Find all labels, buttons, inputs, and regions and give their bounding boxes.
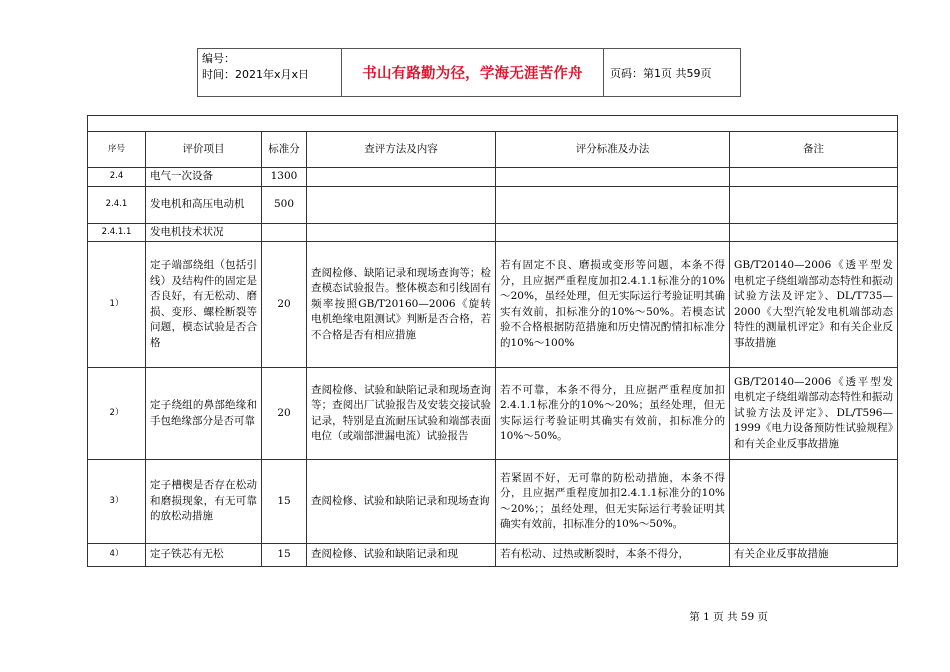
document-date-label: 时间：2021年x月x日 xyxy=(202,68,310,81)
header-page-number: 页码：第1页 共59页 xyxy=(610,66,712,80)
table-row xyxy=(88,186,898,223)
row-method xyxy=(307,168,496,187)
column-header: 查评方法及内容 xyxy=(307,132,496,168)
row-standard: 若紧固不好，无可靠的防松动措施，本条不得分，且应据严重程度加扣2.4.1.1标准分的10%～20%；；虽经处理，但无实际运行考验证明其确实有效前，扣标准分的10%～50%。 xyxy=(496,460,730,544)
row-number: 2） xyxy=(88,368,146,460)
row-note: 有关企业反事故措施 xyxy=(730,544,898,567)
row-standard: 若不可靠，本条不得分，且应据严重程度加扣2.4.1.1标准分的10%～20%；虽经处理，但无实际运行考验证明其确实有效前，扣标准分的10%～50%。 xyxy=(496,368,730,460)
column-header: 评分标准及办法 xyxy=(496,132,730,168)
row-item: 定子端部绕组（包括引线）及结构件的固定是否良好，有无松动、磨损、变形、螺栓断裂等问题，模态试验是否合格 xyxy=(146,242,262,368)
row-score: 20 xyxy=(262,242,307,368)
row-item: 电气一次设备 xyxy=(146,168,262,187)
page-header xyxy=(197,48,741,97)
document-number-label: 编号： xyxy=(202,52,235,65)
row-method xyxy=(307,223,496,242)
table-row xyxy=(88,168,898,187)
row-note xyxy=(730,223,898,242)
table-row xyxy=(88,242,898,368)
row-item: 定子槽楔是否存在松动和磨损现象，有无可靠的放松动措施 xyxy=(146,460,262,544)
header-meta xyxy=(198,49,341,96)
row-method xyxy=(307,186,496,223)
evaluation-table xyxy=(87,115,898,567)
row-item: 定子铁芯有无松 xyxy=(146,544,262,567)
row-number: 2.4.1 xyxy=(88,186,146,223)
header-motto: 书山有路勤为径，学海无涯苦作舟 xyxy=(341,49,604,96)
row-note xyxy=(730,186,898,223)
row-standard: 若有松动、过热或断裂时，本条不得分， xyxy=(496,544,730,567)
column-header: 标准分 xyxy=(262,132,307,168)
row-method: 查阅检修、试验和缺陷记录和现场查询等；查阅出厂试验报告及安装交接试验记录，特别是直流耐压试验和端部表面电位（或端部泄漏电流）试验报告 xyxy=(307,368,496,460)
page-footer: 第 1 页 共 59 页 xyxy=(689,611,768,623)
row-note: GB/T20140—2006《透平型发电机定子绕组端部动态特性和振动试验方法及评定》、DL/T596—1999《电力设备预防性试验规程》和有关企业反事故措施 xyxy=(730,368,898,460)
row-score xyxy=(262,223,307,242)
row-number: 4） xyxy=(88,544,146,567)
row-standard xyxy=(496,223,730,242)
table-row xyxy=(88,544,898,567)
row-note xyxy=(730,460,898,544)
row-score: 15 xyxy=(262,544,307,567)
row-number: 3） xyxy=(88,460,146,544)
row-score: 15 xyxy=(262,460,307,544)
row-note xyxy=(730,168,898,187)
row-note: GB/T20140—2006《透平型发电机定子绕组端部动态特性和振动试验方法及评定》、DL/T735—2000《大型汽轮发电机端部动态特性的测量机评定》和有关企业反事故措施 xyxy=(730,242,898,368)
table-row xyxy=(88,460,898,544)
table-row xyxy=(88,223,898,242)
column-header: 备注 xyxy=(730,132,898,168)
row-standard xyxy=(496,186,730,223)
table-row xyxy=(88,368,898,460)
row-score: 1300 xyxy=(262,168,307,187)
row-standard: 若有固定不良、磨损或变形等问题，本条不得分，且应据严重程度加扣2.4.1.1标准分的10%～20%，虽经处理，但无实际运行考验证明其确实有效前，扣标准分的10%～50%。若模态试验不合格根据防范措施和历史情况酌情扣标准分的10%～100% xyxy=(496,242,730,368)
row-standard xyxy=(496,168,730,187)
table-title-row xyxy=(88,116,898,132)
row-score: 20 xyxy=(262,368,307,460)
row-method: 查阅检修、试验和缺陷记录和现 xyxy=(307,544,496,567)
row-method: 查阅检修、试验和缺陷记录和现场查询 xyxy=(307,460,496,544)
row-number: 2.4.1.1 xyxy=(88,223,146,242)
row-item: 发电机和高压电动机 xyxy=(146,186,262,223)
row-score: 500 xyxy=(262,186,307,223)
row-item: 定子绕组的鼻部绝缘和手包绝缘部分是否可靠 xyxy=(146,368,262,460)
row-item: 发电机技术状况 xyxy=(146,223,262,242)
row-method: 查阅检修、缺陷记录和现场查询等；检查模态试验报告。整体模态和引线固有频率按照GB/T20160—2006《旋转电机绝缘电阻测试》判断是否合格，若不合格是否有相应措施 xyxy=(307,242,496,368)
table-header-row xyxy=(88,132,898,168)
column-header: 评价项目 xyxy=(146,132,262,168)
row-number: 1） xyxy=(88,242,146,368)
column-header: 序号 xyxy=(88,132,146,168)
row-number: 2.4 xyxy=(88,168,146,187)
